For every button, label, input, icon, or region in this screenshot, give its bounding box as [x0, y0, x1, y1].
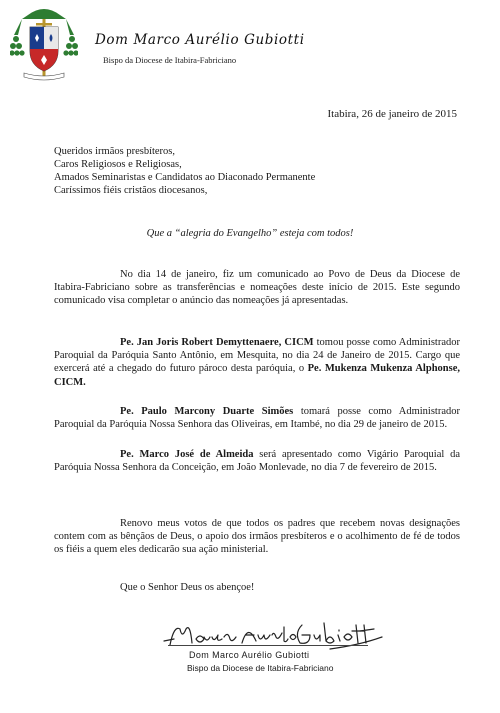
appointment-text: tomará posse como Administrador Paroquial da Paróquia Nossa Senhora das Oliveiras, em Itambé, no dia 29 de janeiro de 2015. — [54, 406, 460, 431]
greeting-line: Caros Religiosos e Religiosas, — [54, 159, 182, 170]
coat-of-arms-icon — [10, 5, 78, 83]
priest-name: Pe. Jan Joris Robert Demyttenaere, CICM — [120, 337, 314, 348]
greeting-block — [54, 145, 315, 197]
paragraph-appointment-2 — [54, 405, 460, 431]
header-bishop-title: Bispo da Diocese de Itabira-Fabriciano — [103, 55, 237, 65]
signatory-name: Dom Marco Aurélio Gubiotti — [189, 650, 310, 660]
priest-name: Pe. Mukenza Mukenza Alphonse, CICM. — [54, 363, 460, 388]
closing-line: Que o Senhor Deus os abençoe! — [120, 582, 255, 593]
greeting-line: Queridos irmãos presbíteros, — [54, 146, 176, 157]
priest-name: Pe. Paulo Marcony Duarte Simões — [120, 406, 294, 417]
greeting-line: Caríssimos fiéis cristãos diocesanos, — [54, 185, 208, 196]
signature-rule — [168, 645, 368, 646]
paragraph-intro: No dia 14 de janeiro, fiz um comunicado ao Povo de Deus da Diocese de Itabira-Fabriciano sobre as transferências e nomeações deste início de 2015. Este segundo comunicado visa completar o anúncio das nomeações já apresentadas. — [54, 269, 460, 307]
letter-date: Itabira, 26 de janeiro de 2015 — [327, 108, 457, 120]
appointment-text: tomou posse como Administrador Paroquial da Paróquia Santo Antônio, em Mesquita, no dia 24 de Janeiro de 2015. Cargo que exercerá até a chegado do futuro pároco desta paróquia, o — [54, 337, 460, 375]
greeting-line: Amados Seminaristas e Candidatos ao Diaconado Permanente — [54, 172, 316, 183]
signatory-title: Bispo da Diocese de Itabira-Fabriciano — [187, 663, 334, 673]
paragraph-appointment-1 — [54, 336, 460, 389]
header-bishop-name: Dom Marco Aurélio Gubiotti — [95, 32, 305, 48]
handwritten-signature-icon — [160, 615, 385, 655]
appointment-text: será apresentado como Vigário Paroquial da Paróquia Nossa Senhora da Conceição, em João Monlevade, no dia 7 de fevereiro de 2015. — [54, 449, 460, 474]
paragraph-appointment-3 — [54, 448, 460, 474]
priest-name: Pe. Marco José de Almeida — [120, 449, 254, 460]
motto-line: Que a “alegria do Evangelho” esteja com todos! — [146, 228, 354, 239]
paragraph-blessing: Renovo meus votos de que todos os padres que recebem novas designações contem com as bênçãos de Deus, o apoio dos irmãos presbíteros e o acolhimento de fé de todos os fiéis a quem eles dedicarão sua ação ministerial. — [54, 518, 460, 556]
